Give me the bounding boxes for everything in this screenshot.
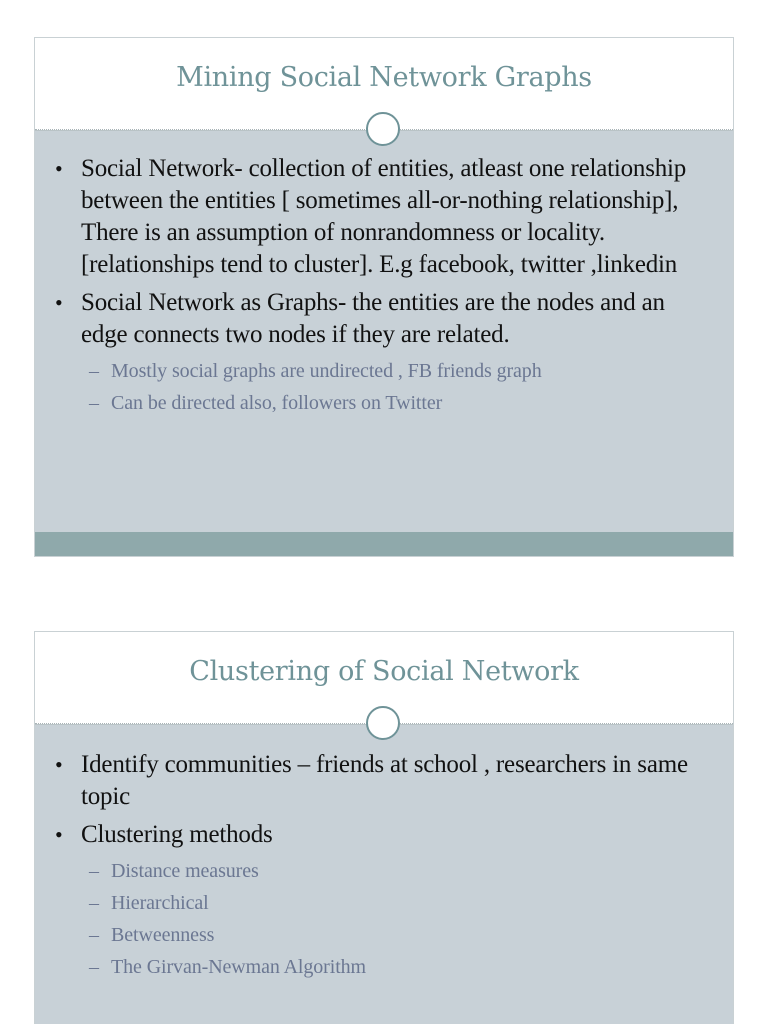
slide-title: Mining Social Network Graphs <box>176 62 592 93</box>
slide-body <box>35 725 733 1024</box>
bullet-icon: • <box>55 822 63 847</box>
slide-body <box>35 131 733 534</box>
sub-bullet-item <box>81 919 713 951</box>
sub-bullet-text: Distance measures <box>111 860 259 882</box>
dash-icon: – <box>89 860 99 882</box>
sub-bullet-text: Mostly social graphs are undirected , FB friends graph <box>111 360 542 382</box>
bullet-text: Clustering methods <box>81 821 273 848</box>
bullet-item <box>55 287 713 419</box>
bullet-text: Identify communities – friends at school , researchers in same topic <box>81 751 688 810</box>
bullet-list <box>55 153 713 419</box>
sub-bullet-item <box>81 951 713 983</box>
slide-mining-social-network-graphs <box>34 37 734 557</box>
bullet-item <box>55 153 713 281</box>
slide-header <box>35 38 733 131</box>
bullet-item <box>55 819 713 983</box>
sub-bullet-text: Hierarchical <box>111 892 209 914</box>
sub-bullet-item <box>81 887 713 919</box>
sub-bullet-item <box>81 387 713 419</box>
sub-bullet-text: Betweenness <box>111 924 215 946</box>
dash-icon: – <box>89 892 99 914</box>
bullet-text: Social Network as Graphs- the entities are the nodes and an edge connects two nodes if they are related. <box>81 289 665 348</box>
dash-icon: – <box>89 956 99 978</box>
bullet-list <box>55 749 713 983</box>
divider-circle-ornament <box>366 706 400 740</box>
sub-bullet-list <box>81 355 713 419</box>
slide-footer-bar <box>35 532 733 556</box>
sub-bullet-list <box>81 855 713 983</box>
dash-icon: – <box>89 924 99 946</box>
slide-header <box>35 632 733 725</box>
sub-bullet-item <box>81 355 713 387</box>
bullet-icon: • <box>55 752 63 777</box>
dash-icon: – <box>89 392 99 414</box>
divider-circle-ornament <box>366 112 400 146</box>
sub-bullet-text: The Girvan-Newman Algorithm <box>111 956 367 978</box>
slide-title: Clustering of Social Network <box>189 656 579 687</box>
bullet-icon: • <box>55 156 63 181</box>
sub-bullet-item <box>81 855 713 887</box>
dash-icon: – <box>89 360 99 382</box>
slide-clustering-of-social-network <box>34 631 734 1024</box>
sub-bullet-text: Can be directed also, followers on Twitter <box>111 392 443 414</box>
bullet-icon: • <box>55 290 63 315</box>
bullet-item <box>55 749 713 813</box>
bullet-text: Social Network- collection of entities, atleast one relationship between the entities [ sometimes all-or-nothing relationship], There is an assumption of nonrandomness or locality. [relationships tend to cluster]. E.g facebook, twitter ,linkedin <box>81 155 687 278</box>
